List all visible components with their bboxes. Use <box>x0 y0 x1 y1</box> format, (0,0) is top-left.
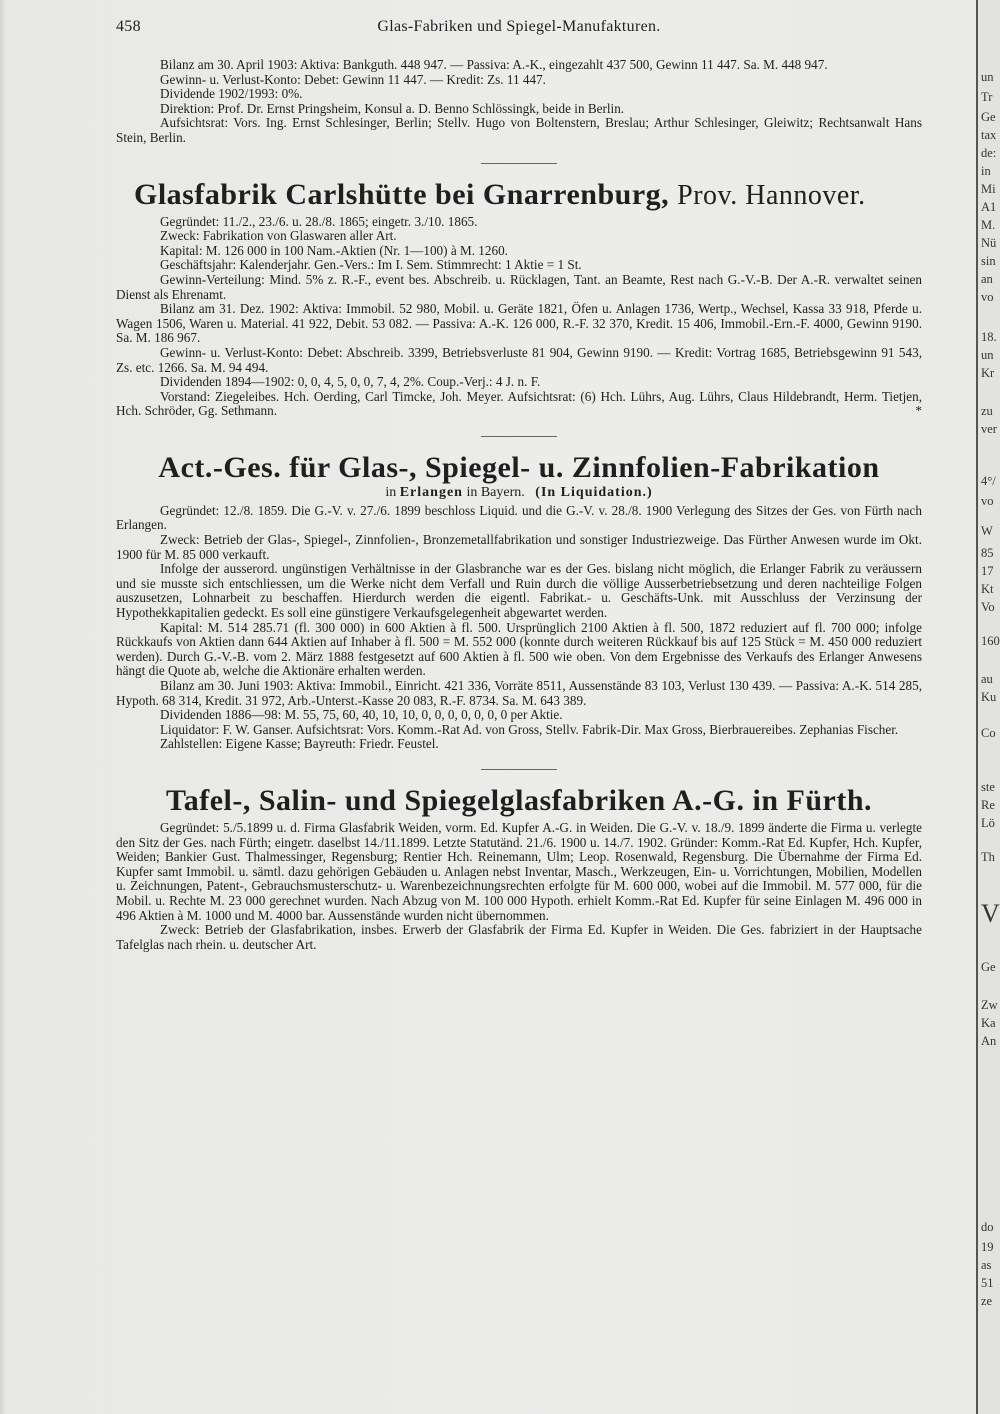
entry-gegruendet: Gegründet: 5./5.1899 u. d. Firma Glasfabrik Weiden, vorm. Ed. Kupfer A.-G. in Weiden. Die G.-V. v. 18./9. 1899 änderte die Firma u. verlegte den Sitz der Ges. nach Fürth; eingetr. daselbst 14./11.1899. Letzte Statutänd. 21./6. 1900 u. 14./7. 1902. Gründer: Komm.-Rat Ed. Kupfer, Hch. Kupfer, Weiden; Bankier Gust. Thalmessinger, Regensburg; Rentier Hch. Reinemann, Ulm; Leop. Rosenwald, Regensburg. Die Übernahme der Firma Ed. Kupfer samt Immobil. u. sämtl. dazu gehörigen Gebäuden u. Anlagen nebst Inventar, Masch., Werkzeugen, Ein- u. Vorrichtungen, Mobilien, Modellen u. Zeichnungen, Patent-, Gebrauchsmusterschutz- u. Warenbezeichnungsrechten erfolgte für M. 600 000, wobei auf die Immobil. M. 577 000, für die Mobil. u. Rechte M. 23 000 gerechnet wurden. Nach Abzug von M. 100 000 Hypoth. erhielt Komm.-Rat Ed. Kupfer für seine Einlagen M. 496 000 in 496 Aktien à M. 1000 und M. 4000 bar. Aussenstände wurden nicht übernommen. <box>116 819 922 923</box>
edge-fragment: Zw <box>981 998 998 1012</box>
edge-fragment: ze <box>981 1294 993 1308</box>
edge-fragment: 4°/ <box>981 474 996 488</box>
edge-fragment: Mi <box>981 182 996 196</box>
entry-title: Tafel-, Salin- und Spiegelglasfabriken A.-G. in Fürth. <box>165 783 872 817</box>
edge-fragment: A1 <box>981 200 997 214</box>
edge-fragment: An <box>981 1034 997 1048</box>
top-entry-bilanz: Bilanz am 30. April 1903: Aktiva: Bankguth. 448 947. — Passiva: A.-K., eingezahlt 437 500, Gewinn 11 447. Sa. M. 448 947. <box>160 57 828 72</box>
edge-fragment: Ge <box>981 110 996 124</box>
edge-fragment: 85 <box>981 546 994 560</box>
entry-geschaeftsjahr: Geschäftsjahr: Kalenderjahr. Gen.-Vers.: Im I. Sem. Stimmrecht: 1 Aktie = 1 St. <box>160 257 582 273</box>
entry-gegruendet: Gegründet: 11./2., 23./6. u. 28./8. 1865; eingetr. 3./10. 1865. <box>160 213 478 229</box>
entry-gegruendet: Gegründet: 12./8. 1859. Die G.-V. v. 27./6. 1899 beschloss Liquid. und die G.-V. v. 28./8. 1900 Verlegung des Sitzes der Ges. von Fürth nach Erlangen. <box>116 502 922 533</box>
edge-fragment: au <box>981 672 993 686</box>
edge-fragment: an <box>981 272 993 286</box>
edge-fragment: tax <box>981 128 997 142</box>
edge-fragment: Re <box>981 798 995 812</box>
page-column <box>116 18 922 952</box>
entry-zweck: Zweck: Fabrikation von Glaswaren aller Art. <box>160 228 397 244</box>
entry-bilanz: Bilanz am 31. Dez. 1902: Aktiva: Immobil. 52 980, Mobil. u. Geräte 1821, Öfen u. Anlagen 1736, Wertp., Wechsel, Kassa 33 918, Pferde u. Wagen 1506, Waren u. Material. 41 922, Debit. 53 082. — Passiva: A.-K. 126 000, R.-F. 32 370, Kredit. 15 406, Immobil.-Ern.-F. 4000, Gewinn 9190. Sa. M. 186 967. <box>116 301 922 346</box>
edge-fragment: zu <box>981 404 993 418</box>
entry-kapital: Kapital: M. 126 000 in 100 Nam.-Aktien (Nr. 1—100) à M. 1260. <box>160 242 508 258</box>
edge-fragment: in <box>981 164 991 178</box>
top-entry <box>116 58 922 146</box>
edge-fragment: as <box>981 1258 992 1272</box>
subtitle-mid: in Bayern. <box>466 484 525 500</box>
edge-fragment: Th <box>981 850 995 864</box>
adjacent-page-edge <box>976 0 1000 1414</box>
entry-kapital: Kapital: M. 514 285.71 (fl. 300 000) in 600 Aktien à fl. 500. Ursprünglich 2100 Aktien à fl. 500, 1872 reduziert auf fl. 700 000; infolge Rückkaufs von Aktien dann 644 Aktien auf Inhaber à fl. 500 = M. 552 000 (konnte durch weiteren Rückkauf bis auf 125 Stück = M. 450 000 reduziert werden). Durch G.-V.-B. vom 2. März 1888 festgesetzt auf 600 Aktien à fl. 500 wie oben. Von dem Ergebnisse des Verkaufs des Erlanger Anwesens hängt die Quote ab, welche die Aktionäre erhalten werden. <box>116 619 922 679</box>
entry-carlshuette <box>116 178 922 419</box>
entry-zweck: Zweck: Betrieb der Glasfabrikation, insbes. Erwerb der Glasfabrik der Firma Ed. Kupfer in Weiden. Die Ges. fabriziert in der Hauptsache Tafelglas nach rhein. u. deutscher Art. <box>116 922 922 952</box>
edge-fragment: un <box>981 70 994 84</box>
entry-bilanz: Bilanz am 30. Juni 1903: Aktiva: Immobil., Einricht. 421 336, Vorräte 8511, Aussenstände 83 103, Verlust 130 439. — Passiva: A.-K. 514 285, Hypoth. 68 314, Kredit. 31 972, Arb.-Unterst.-Kasse 20 083, R.-F. 8734. Sa. M. 643 389. <box>116 678 922 708</box>
running-title: Glas-Fabriken und Spiegel-Manufakturen. <box>377 18 661 35</box>
top-entry-aufsichtsrat: Aufsichtsrat: Vors. Ing. Ernst Schlesinger, Berlin; Stellv. Hugo von Boltenstern, Breslau; Arthur Schlesinger, Gleiwitz; Rechtsanwalt Hans Stein, Berlin. <box>116 115 922 145</box>
edge-fragment: Nü <box>981 236 997 250</box>
edge-fragment: M. <box>981 218 996 232</box>
entry-title: Act.-Ges. für Glas-, Spiegel- u. Zinnfolien-Fabrikation <box>158 450 880 484</box>
edge-fragment: Tr <box>981 90 993 104</box>
subtitle-pre: in <box>385 484 397 500</box>
edge-fragment: Ge <box>981 960 996 974</box>
separator-rule <box>481 436 557 437</box>
star-mark: * <box>915 403 922 419</box>
edge-fragment: Lö <box>981 816 995 830</box>
edge-fragment: 51 <box>981 1276 994 1290</box>
edge-fragment: sin <box>981 254 996 268</box>
edge-fragment: vo <box>981 494 994 508</box>
top-entry-dividende: Dividende 1902/1993: 0%. <box>160 86 303 102</box>
edge-fragment: de: <box>981 146 997 160</box>
entry-vorstand-text: Vorstand: Ziegeleibes. Hch. Oerding, Carl Timcke, Joh. Meyer. Aufsichtsrat: (6) Hch. Lührs, Aug. Lührs, Claus Hildebrandt, Herm. Tietjen, Hch. Schröder, Gg. Sethmann. <box>116 388 922 419</box>
separator-rule <box>481 769 557 770</box>
entry-infolge: Infolge der ausserord. ungünstigen Verhältnisse in der Glasbranche war es der Ges. bislang nicht möglich, die Erlanger Fabrik zu veräussern und sie musste sich entschliessen, um die Werke nicht dem Verfall und Ruin durch die völlige Ausserbetriebsetzung und deren nachteilige Folgen auszusetzen, Lohnarbeit zu beschaffen. Hierdurch werden die eigentl. Fabrikat.- u. Geschäfts-Unk. mit Ausschluss der Verzinsung der Hypothekkapitalien gedeckt. Es soll eine günstigere Verkaufsgelegenheit abgewartet werden. <box>116 561 922 621</box>
entry-zweck: Zweck: Betrieb der Glas-, Spiegel-, Zinnfolien-, Bronzemetallfabrikation und sonstiger Industriezweige. Das Fürther Anwesen wurde im Okt. 1900 für M. 85 000 verkauft. <box>116 532 922 562</box>
entry-fuerth <box>116 784 922 952</box>
edge-fragment: 17 <box>981 564 994 578</box>
entry-title <box>116 178 922 213</box>
edge-fragment: Kr <box>981 366 995 380</box>
edge-fragment: Vo <box>981 600 995 614</box>
edge-fragment: un <box>981 348 994 362</box>
edge-fragment: Kt <box>981 582 994 596</box>
subtitle-liquidation: (In Liquidation.) <box>535 484 653 500</box>
edge-fragment: Co <box>981 726 996 740</box>
edge-fragment: Ku <box>981 690 997 704</box>
edge-fragment: 18. <box>981 330 997 344</box>
top-entry-guv: Gewinn- u. Verlust-Konto: Debet: Gewinn 11 447. — Kredit: Zs. 11 447. <box>160 71 546 87</box>
edge-fragment: Ka <box>981 1016 996 1030</box>
entry-vorstand <box>116 390 922 419</box>
entry-title-main: Glasfabrik Carlshütte bei Gnarrenburg, <box>134 177 670 211</box>
entry-title-suffix: Prov. Hannover. <box>677 179 866 211</box>
top-entry-direktion: Direktion: Prof. Dr. Ernst Pringsheim, Konsul a. D. Benno Schlössingk, beide in Berlin. <box>160 100 625 116</box>
entry-liquidator: Liquidator: F. W. Ganser. Aufsichtsrat: Vors. Komm.-Rat Ad. von Gross, Stellv. Fabrik-Dir. Max Gross, Bierbrauereibes. Zephanias Fischer. <box>160 721 899 737</box>
edge-fragment: do <box>981 1220 994 1234</box>
subtitle-city: Erlangen <box>399 484 463 500</box>
entry-guv: Gewinn- u. Verlust-Konto: Debet: Abschreib. 3399, Betriebsverluste 81 904, Gewinn 9190. — Kredit: Vortrag 1685, Betriebsgewinn 91 543, Zs. etc. 1266. Sa. M. 94 494. <box>116 344 922 375</box>
edge-fragment: 19 <box>981 1240 994 1254</box>
page-header <box>116 18 922 44</box>
edge-fragment: 160 <box>981 634 1000 648</box>
page-number: 458 <box>116 18 141 35</box>
entry-dividenden: Dividenden 1886—98: M. 55, 75, 60, 40, 10, 10, 0, 0, 0, 0, 0, 0, 0 per Aktie. <box>160 707 563 723</box>
edge-fragment: vo <box>981 290 994 304</box>
entry-erlangen <box>116 451 922 752</box>
entry-dividenden: Dividenden 1894—1902: 0, 0, 4, 5, 0, 0, 7, 4, 2%. Coup.-Verj.: 4 J. n. F. <box>160 374 541 390</box>
edge-fragment: ver <box>981 422 997 436</box>
edge-fragment: W <box>981 524 993 538</box>
edge-fragment: V <box>981 900 1000 928</box>
entry-subtitle <box>116 485 922 501</box>
edge-fragment: ste <box>981 780 995 794</box>
separator-rule <box>481 163 557 164</box>
entry-zahlstellen: Zahlstellen: Eigene Kasse; Bayreuth: Friedr. Feustel. <box>160 736 439 752</box>
entry-gewinnverteilung: Gewinn-Verteilung: Mind. 5% z. R.-F., event bes. Abschreib. u. Rücklagen, Tant. an Beamte, Rest nach G.-V.-B. Der A.-R. verwaltet seinen Dienst als Ehrenamt. <box>116 271 922 302</box>
